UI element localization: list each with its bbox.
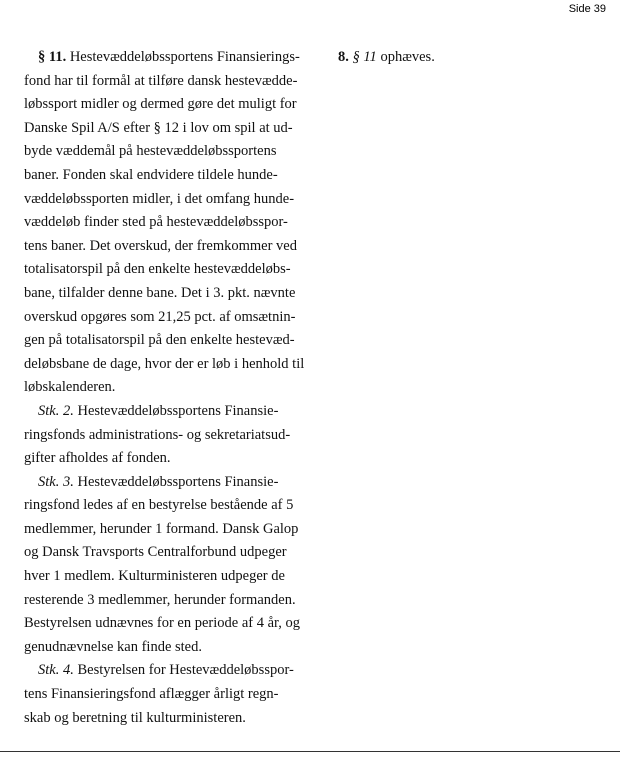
stk-4-first-text: Bestyrelsen for Hestevæddeløbsspor- [73,662,294,679]
stk-4-first-line [24,659,324,683]
bottom-rule [0,751,620,752]
text-line: ringsfond ledes af en bestyrelse bestående af 5 [24,497,294,514]
text-line: totalisatorspil på den enkelte hestevæddeløbs- [24,261,291,278]
text-line: og Dansk Travsports Centralforbund udpeger [24,544,287,561]
text-line: fond har til formål at tilføre dansk hestevædde- [24,72,298,89]
stk-2-label: Stk. 2. [38,402,74,419]
text-line: gen på totalisatorspil på den enkelte hestevæd- [24,332,295,349]
item-text: ophæves. [376,49,435,65]
amendment-item-8 [338,46,608,70]
text-line: skab og beretning til kulturministeren. [24,709,246,726]
stk-2-first-text: Hestevæddeløbssportens Finansie- [73,402,279,419]
page-number: Side 39 [568,3,606,15]
text-line: overskud opgøres som 21,25 pct. af omsætnin- [24,308,296,325]
text-line: løbskalenderen. [24,379,116,396]
stk-3-first-line [24,471,324,495]
stk-2-first-line [24,400,324,424]
section-label: § 11. [38,49,67,65]
left-column [24,46,324,730]
section-first-text: Hestevæddeløbssportens Finansierings- [66,49,300,65]
text-line: resterende 3 medlemmer, herunder formanden. [24,591,296,608]
text-line: løbssport midler og dermed gøre det muligt for [24,96,297,113]
text-line: tens baner. Det overskud, der fremkommer ved [24,237,297,254]
text-line: byde væddemål på hestevæddeløbssportens [24,143,277,160]
section-11-first-line [24,46,324,70]
text-line: baner. Fonden skal endvidere tildele hunde- [24,166,278,183]
text-line: gifter afholdes af fonden. [24,450,171,467]
text-line: medlemmer, herunder 1 formand. Dansk Galop [24,520,299,537]
text-line: deløbsbane de dage, hvor der er løb i henhold til [24,355,305,372]
text-line: hver 1 medlem. Kulturministeren udpeger de [24,568,285,585]
item-section-ref: § 11 [352,49,377,65]
item-number: 8. [338,49,349,65]
text-line: Bestyrelsen udnævnes for en periode af 4 år, og [24,615,301,632]
stk-3-label: Stk. 3. [38,473,74,490]
stk-4-label: Stk. 4. [38,662,74,679]
stk-3-first-text: Hestevæddeløbssportens Finansie- [73,473,279,490]
text-line: bane, tilfalder denne bane. Det i 3. pkt. nævnte [24,284,296,301]
text-line: Danske Spil A/S efter § 12 i lov om spil at ud- [24,119,293,136]
text-line: væddeløbssporten midler, i det omfang hunde- [24,190,295,207]
right-column [338,46,608,70]
text-line: tens Finansieringsfond aflægger årligt regn- [24,686,279,703]
text-line: væddeløb finder sted på hestevæddeløbsspor- [24,214,288,231]
text-line: ringsfonds administrations- og sekretariatsud- [24,426,291,443]
text-line: genudnævnelse kan finde sted. [24,638,202,655]
